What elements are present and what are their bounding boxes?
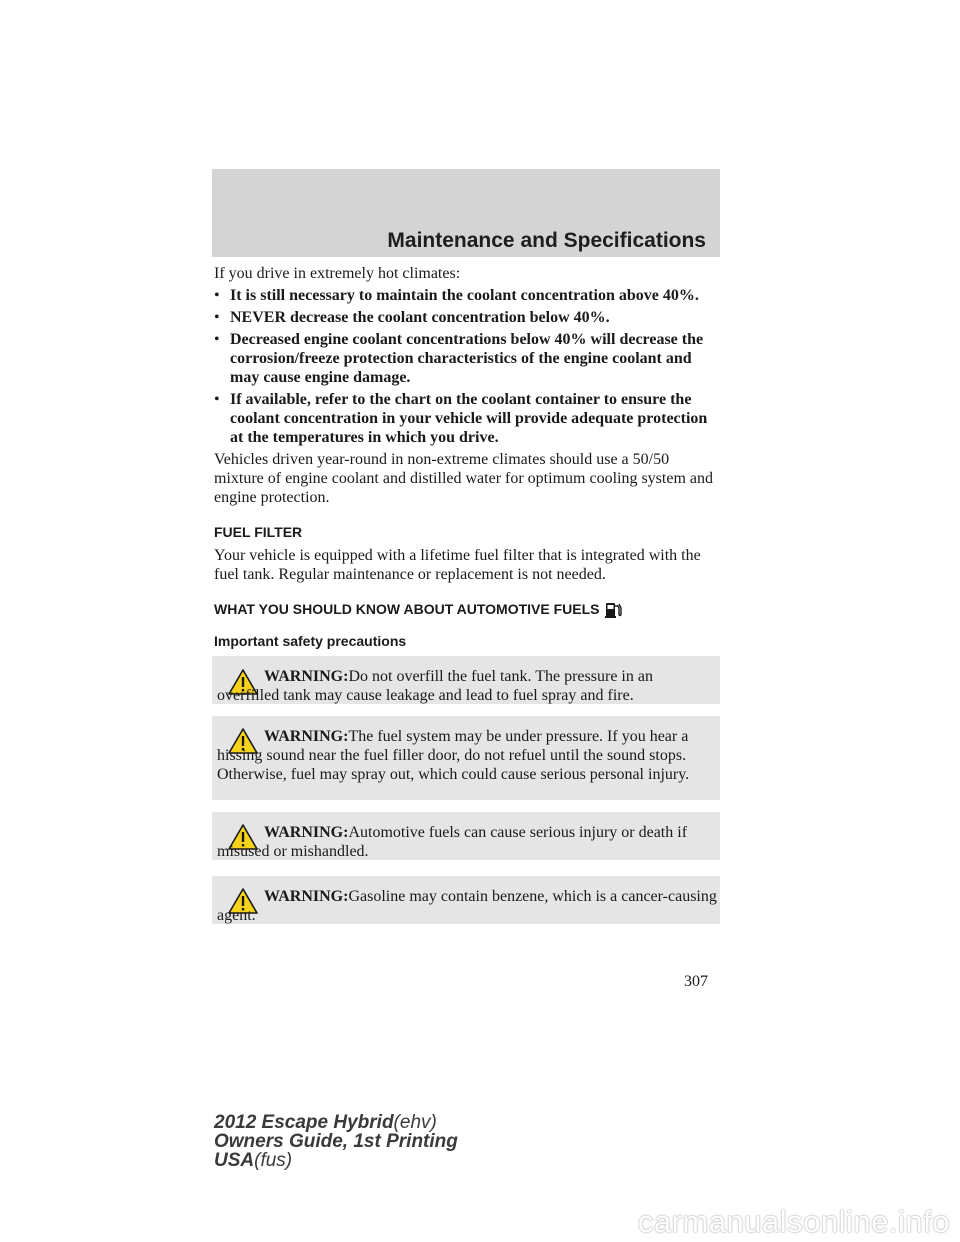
footer-line-1 (214, 1113, 458, 1132)
page-content (214, 264, 720, 650)
fuel-pump-icon (604, 599, 622, 619)
bullet-text: Decreased engine coolant concentrations below 40% will decrease the corrosion/freeze protection characteristics of the engine coolant and may cause engine damage. (230, 331, 704, 386)
footer-market-code: (fus) (254, 1150, 293, 1171)
watermark: carmanualsonline.info (637, 1204, 950, 1239)
warning-label: WARNING: (264, 888, 349, 905)
warning-label: WARNING: (264, 728, 349, 745)
warning-label: WARNING: (264, 668, 349, 685)
footer-market: USA (214, 1150, 255, 1171)
bullet-text: It is still necessary to maintain the coolant concentration above 40%. (230, 287, 699, 304)
warning-label: WARNING: (264, 824, 349, 841)
bullet-dot: • (214, 287, 220, 304)
automotive-fuels-heading (214, 599, 720, 619)
bullet-item (214, 286, 720, 305)
footer-model: 2012 Escape Hybrid (214, 1112, 394, 1133)
intro-text: If you drive in extremely hot climates: (214, 265, 461, 282)
bullet-item (214, 330, 720, 387)
section-header-band (212, 169, 720, 257)
fuel-filter-heading: FUEL FILTER (214, 524, 303, 540)
warning-box (212, 876, 720, 924)
coolant-bullet-list (214, 286, 720, 447)
footer-model-code: (ehv) (393, 1112, 437, 1133)
coolant-mixture-paragraph: Vehicles driven year-round in non-extreme climates should use a 50/50 mixture of engine coolant and distilled water for optimum cooling system and engine protection. (214, 451, 713, 506)
bullet-dot: • (214, 391, 220, 408)
warning-message: Gasoline may contain benzene, which is a cancer-causing agent. (217, 888, 717, 924)
footer-line-3 (214, 1151, 458, 1170)
fuel-filter-text: Your vehicle is equipped with a lifetime fuel filter that is integrated with the fuel tank. Regular maintenance or replacement is not needed. (214, 547, 701, 583)
warning-text (217, 727, 717, 784)
bullet-dot: • (214, 331, 220, 348)
warning-message: Automotive fuels can cause serious injury or death if misused or mishandled. (217, 824, 688, 860)
warning-text (217, 667, 717, 705)
page-number: 307 (684, 973, 708, 990)
bullet-text: NEVER decrease the coolant concentration below 40%. (230, 309, 610, 326)
safety-precautions-heading: Important safety precautions (214, 633, 407, 649)
automotive-fuels-heading-text: WHAT YOU SHOULD KNOW ABOUT AUTOMOTIVE FUELS (214, 601, 600, 617)
bullet-text: If available, refer to the chart on the coolant container to ensure the coolant concentration in your vehicle will provide adequate protection at the temperatures in which you drive. (230, 391, 708, 446)
warning-message: The fuel system may be under pressure. If you hear a hissing sound near the fuel filler door, do not refuel until the sound stops. Otherwise, fuel may spray out, which could cause serious personal injury. (217, 728, 690, 783)
bullet-dot: • (214, 309, 220, 326)
warning-message: Do not overfill the fuel tank. The pressure in an overfilled tank may cause leakage and lead to fuel spray and fire. (217, 668, 653, 704)
warning-box (212, 812, 720, 860)
footer-line-2: Owners Guide, 1st Printing (214, 1131, 458, 1152)
bullet-item (214, 308, 720, 327)
warning-text (217, 887, 717, 925)
section-title: Maintenance and Specifications (387, 229, 706, 252)
bullet-item (214, 390, 720, 447)
footer-imprint (214, 1113, 458, 1170)
warning-box (212, 656, 720, 704)
warning-box (212, 716, 720, 800)
warning-text (217, 823, 717, 861)
